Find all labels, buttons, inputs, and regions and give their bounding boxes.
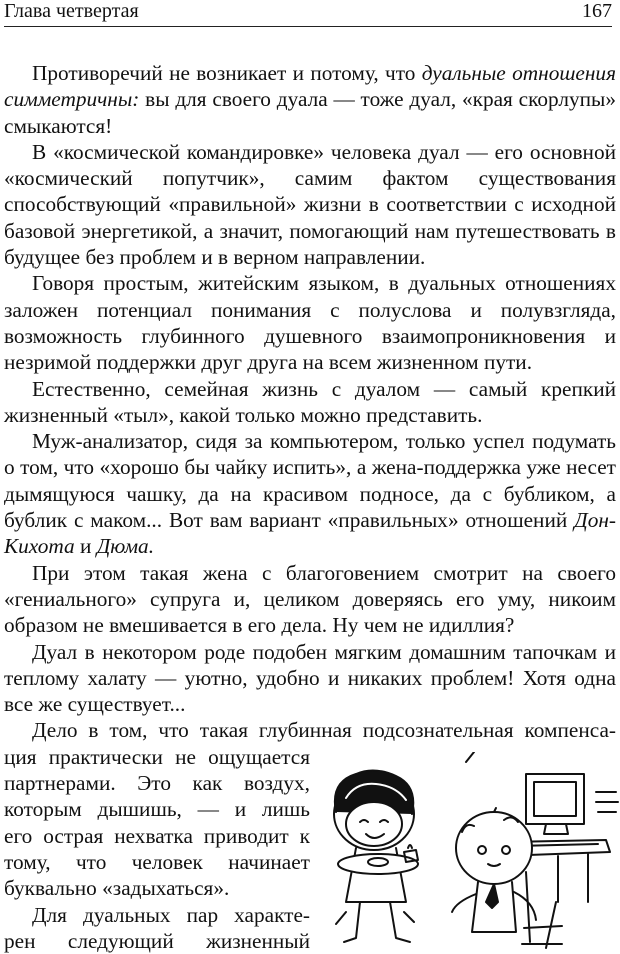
p1-text-end: вы для своего дуала — тоже дуал, «края скорлупы» смыкаются! — [4, 87, 616, 138]
paragraph-4: Естественно, семейная жизнь с дуалом — самый крепкий жизненный «тыл», какой только можно представить. — [4, 376, 616, 427]
wrap-line: которым дышишь, — и лишь — [4, 797, 310, 822]
p5-italic-1: Дон-Кихота — [4, 508, 616, 559]
paragraph-3: Говоря простым, житейским языком, в дуальных отношениях заложен потенциал понимания с полуслова и полувзгляда, возможность глубинного душевного взаимопроникновения и незримой поддержки друг друга на всем жизненном пути. — [4, 271, 616, 375]
wrap-line: тому, что человек начинает — [4, 849, 310, 874]
wrap-line: его острая нехватка приводит к — [4, 823, 310, 848]
wrap-line: буквально «задыхаться». — [4, 876, 230, 901]
paragraph-2: В «космической командировке» человека дуал — его основной «космический попутчик», самим фактом существования способствующий «правильной» жизни в соответствии с исходной базовой энергетикой, а значит, помогающий нам путешествовать в будущее без проблем и в верном направлении. — [4, 139, 616, 270]
cartoon-couple-icon — [326, 752, 620, 952]
paragraph-1 — [4, 60, 616, 139]
wrap-line: рен следующий жизненный — [4, 928, 310, 953]
page-header — [4, 0, 612, 27]
chapter-title: Глава четвертая — [4, 0, 139, 22]
paragraph-8-first-line: Дело в том, что такая глубинная подсознательная компенса- — [32, 718, 616, 743]
paragraph-6: При этом такая жена с благоговением смотрит на своего «гениального» супруга и, целиком доверяясь его уму, никоим образом не вмешивается в его дела. Ну чем не идиллия? — [4, 560, 616, 638]
paragraph-5 — [4, 428, 616, 559]
p5-text-middle: и — [74, 534, 97, 559]
p1-text-start: Противоречий не возникает и потому, что — [32, 61, 422, 85]
wrap-line: партнерами. Это как воздух, — [4, 771, 310, 796]
p1-italic: дуальные отношения симметричны: — [4, 61, 616, 112]
paragraph-7: Дуал в некотором роде подобен мягким домашним тапочкам и теплому халату — уютно, удобно и никаких проблем! Хотя одна все же существует... — [4, 639, 616, 717]
page-number: 167 — [582, 0, 612, 22]
wrap-line: Для дуальных пар характе- — [32, 902, 310, 927]
p5-text-start: Муж-анализатор, сидя за компьютером, только успел подумать о том, что «хорошо бы чайку испить», а жена-поддержка уже несет дымящуюся чашку, да на красивом подносе, да с бубликом, а бублик с маком... Вот вам вариант «правильных» отношений — [4, 429, 616, 533]
p5-italic-2: Дюма. — [96, 534, 155, 559]
wrap-line: ция практически не ощущается — [4, 744, 310, 769]
